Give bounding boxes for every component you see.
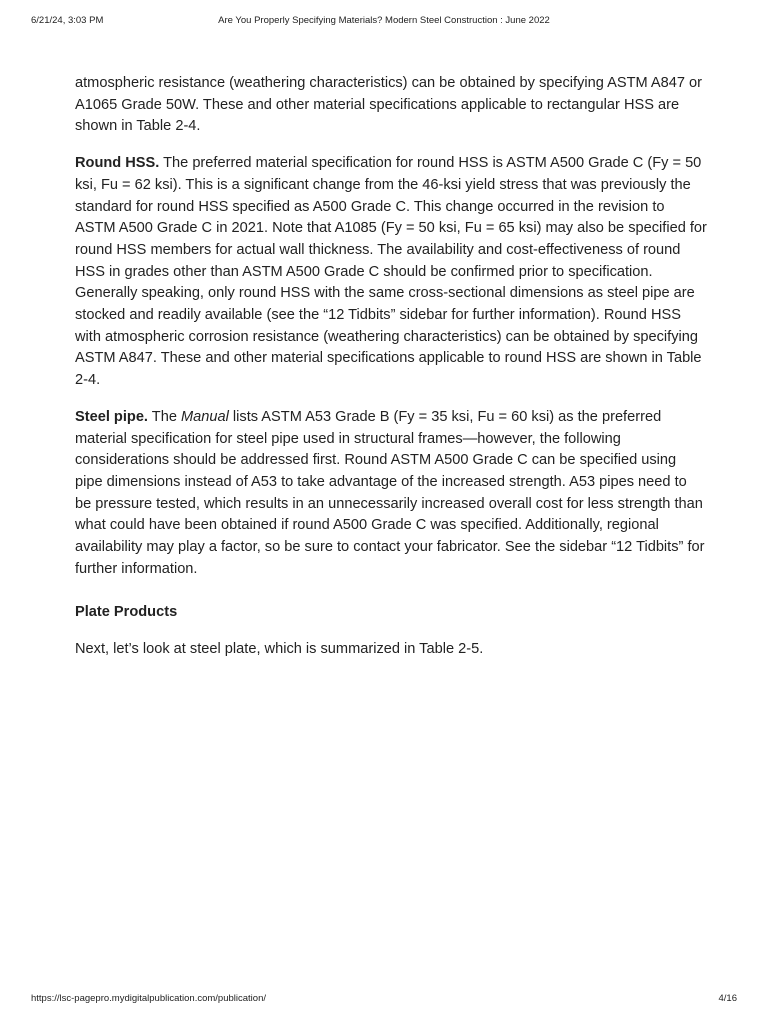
round-hss-lead: Round HSS.	[75, 155, 160, 172]
steel-pipe-text-after: lists ASTM A53 Grade B (Fy = 35 ksi, Fu = 60 ksi) as the preferred material specification for steel pipe used in structural frames—however, the following considerations should be addressed first. Round ASTM A500 Grade C can be specified using pipe dimensions instead of A53 to take advantage of the increased strength. A53 pipes need to be pressure tested, which results in an unnecessarily increased overall cost for less strength than what could have been obtained if round A500 Grade C was specified. Additionally, regional availability may play a factor, so be sure to contact your fabricator. See the sidebar “12 Tidbits” for further information.	[75, 408, 705, 577]
steel-pipe-text-before: The	[148, 408, 181, 425]
footer-url: https://lsc-pagepro.mydigitalpublication.com/publication/	[31, 993, 266, 1004]
print-footer	[31, 993, 737, 1007]
plate-paragraph: Next, let’s look at steel plate, which is summarized in Table 2-5.	[75, 641, 484, 658]
round-hss-paragraph	[75, 153, 707, 392]
round-hss-text: The preferred material specification for round HSS is ASTM A500 Grade C (Fy = 50 ksi, Fu = 62 ksi). This is a significant change from the 46-ksi yield stress that was previously the standard for round HSS specified as A500 Grade C. This change occurred in the revision to ASTM A500 Grade C in 2021. Note that A1085 (Fy = 50 ksi, Fu = 65 ksi) may also be specified for round HSS members for actual wall thickness. The availability and cost-effectiveness of round HSS in grades other than ASTM A500 Grade C should be confirmed prior to specification. Generally speaking, only round HSS with the same cross-sectional dimensions as steel pipe are stocked and readily available (see the “12 Tidbits” sidebar for further information). Round HSS with atmospheric corrosion resistance (weathering characteristics) can be obtained by specifying ASTM A847. These and other material specifications applicable to round HSS are shown in Table 2-4.	[75, 155, 707, 389]
print-header	[31, 15, 737, 29]
steel-pipe-paragraph	[75, 407, 707, 581]
plate-products-heading: Plate Products	[75, 604, 178, 621]
page-number: 4/16	[718, 993, 737, 1004]
document-title: Are You Properly Specifying Materials? Modern Steel Construction : June 2022	[218, 15, 550, 26]
manual-italic: Manual	[181, 408, 229, 425]
print-date: 6/21/24, 3:03 PM	[31, 15, 104, 26]
intro-paragraph: atmospheric resistance (weathering characteristics) can be obtained by specifying ASTM A847 or A1065 Grade 50W. These and other material specifications applicable to rectangular HSS are shown in Table 2-4.	[75, 75, 703, 135]
article-body	[75, 73, 707, 676]
steel-pipe-lead: Steel pipe.	[75, 408, 148, 425]
